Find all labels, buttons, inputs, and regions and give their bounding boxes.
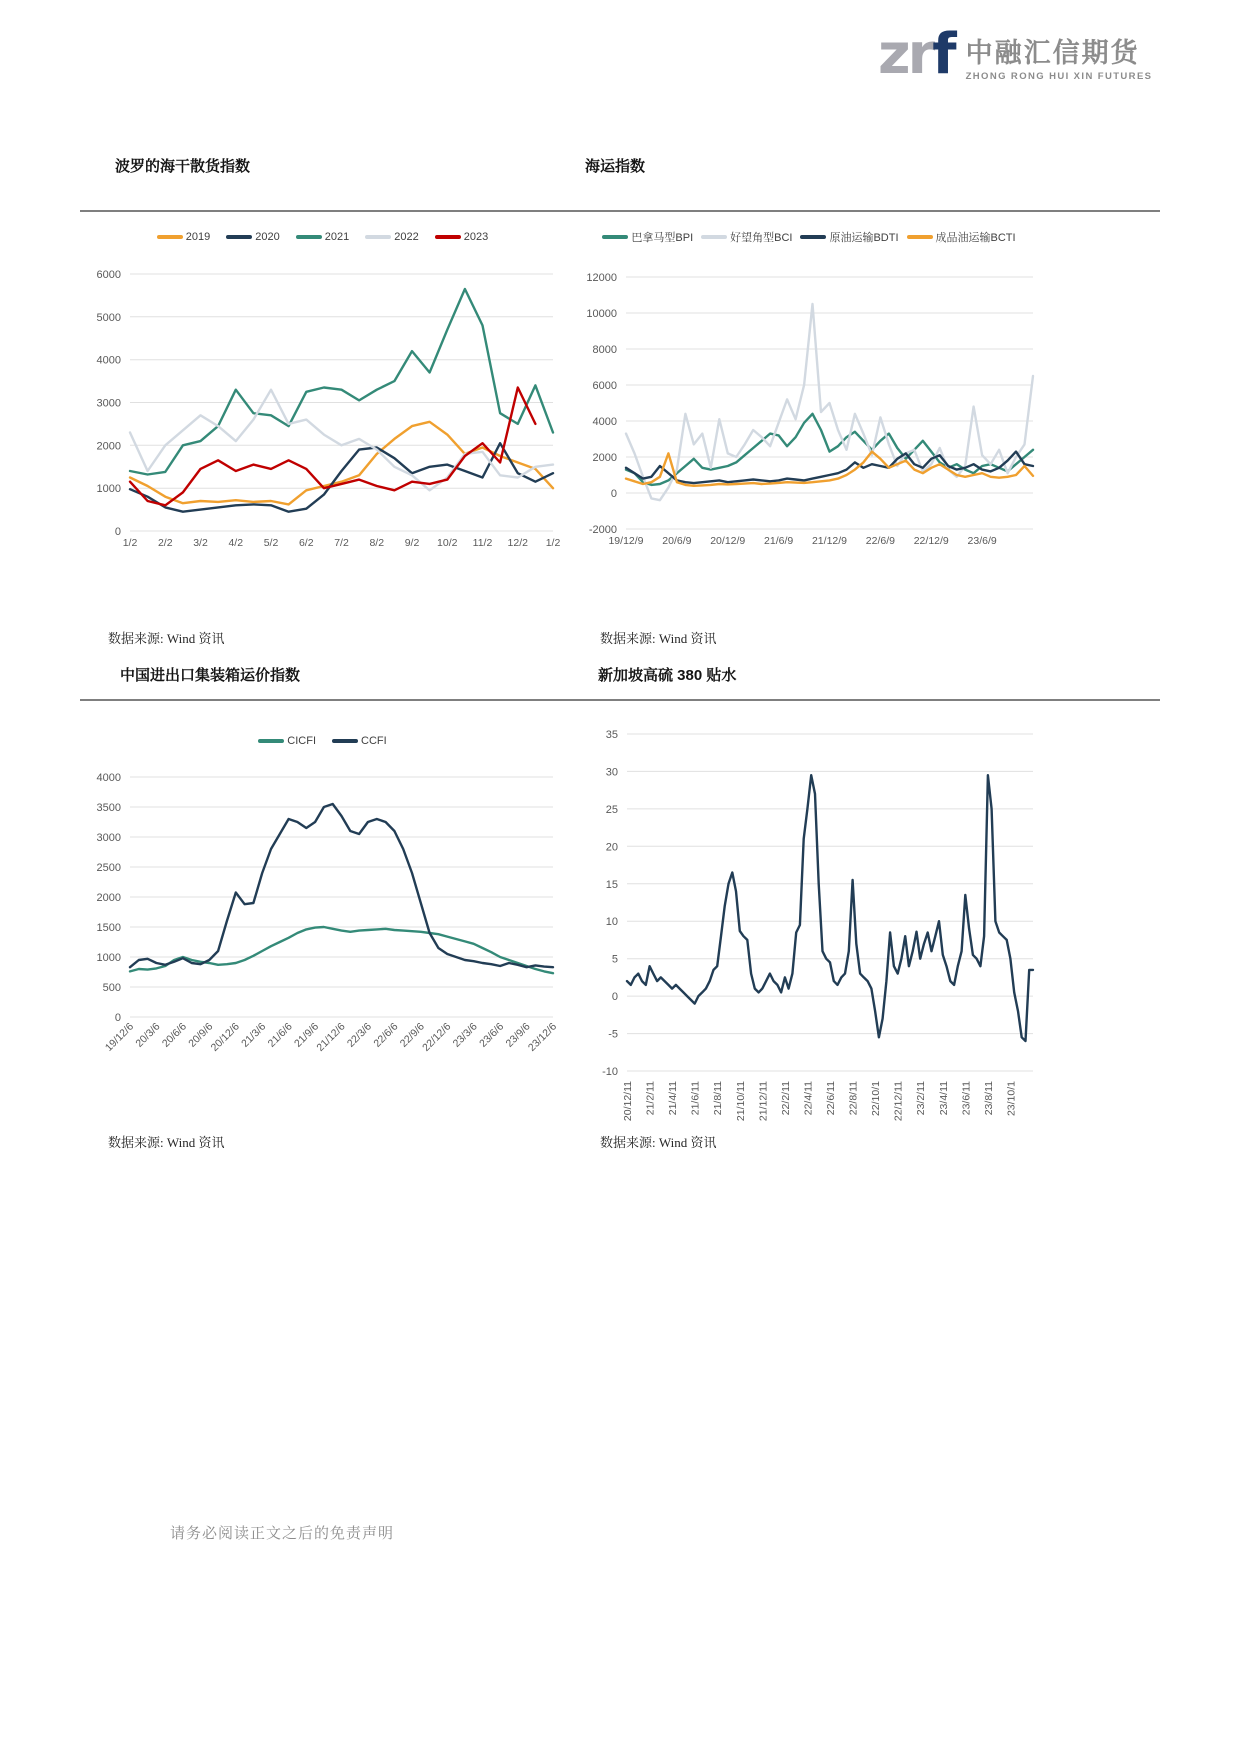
svg-text:22/2/11: 22/2/11: [779, 1081, 792, 1116]
bdi-chart-svg: [85, 248, 560, 570]
svg-text:4000: 4000: [96, 354, 121, 367]
legend-item-2021: 2021: [296, 231, 349, 243]
svg-text:15: 15: [605, 878, 618, 891]
svg-text:21/6/9: 21/6/9: [764, 535, 794, 547]
svg-text:21/10/11: 21/10/11: [734, 1081, 747, 1122]
svg-text:20/12/9: 20/12/9: [710, 535, 746, 547]
svg-text:23/6/9: 23/6/9: [967, 535, 997, 547]
svg-text:1/2: 1/2: [545, 537, 560, 549]
svg-text:2000: 2000: [592, 452, 617, 464]
svg-text:22/12/11: 22/12/11: [892, 1081, 905, 1122]
svg-text:30: 30: [605, 766, 618, 779]
svg-text:10/2: 10/2: [437, 537, 458, 549]
svg-text:1000: 1000: [96, 483, 121, 496]
svg-text:20: 20: [605, 841, 618, 854]
zrf-logo-mark: [878, 22, 954, 87]
svg-text:4000: 4000: [96, 772, 121, 784]
svg-text:4/2: 4/2: [228, 537, 244, 549]
svg-text:2500: 2500: [96, 862, 121, 874]
logo-company-name-cn: 中融汇信期货: [965, 38, 1140, 68]
legend-swatch: [602, 235, 628, 239]
section-title-singapore: 新加坡高硫 380 贴水: [598, 667, 737, 684]
svg-text:6000: 6000: [592, 380, 617, 392]
svg-text:3000: 3000: [96, 832, 121, 844]
svg-text:19/12/6: 19/12/6: [102, 1020, 137, 1054]
svg-text:23/4/11: 23/4/11: [937, 1081, 950, 1116]
legend-swatch: [800, 235, 826, 239]
divider-row1: [80, 210, 1160, 212]
svg-text:6/2: 6/2: [298, 537, 314, 549]
svg-text:12000: 12000: [586, 272, 617, 284]
logo-text-block: [966, 26, 1153, 82]
svg-text:22/6/11: 22/6/11: [825, 1081, 837, 1116]
svg-text:10: 10: [605, 916, 618, 929]
svg-text:-10: -10: [602, 1066, 618, 1078]
legend-swatch: [296, 235, 322, 239]
svg-text:22/8/11: 22/8/11: [847, 1081, 860, 1116]
legend-item-2023: 2023: [435, 231, 488, 243]
svg-text:3500: 3500: [96, 802, 121, 814]
svg-text:19/12/9: 19/12/9: [608, 535, 644, 547]
svg-text:22/6/6: 22/6/6: [371, 1020, 401, 1050]
svg-text:2000: 2000: [96, 892, 121, 904]
container-legend: [85, 730, 560, 752]
container-chart: [85, 714, 560, 1075]
svg-text:22/6/9: 22/6/9: [865, 535, 895, 547]
svg-text:500: 500: [102, 982, 121, 994]
svg-text:4000: 4000: [592, 416, 617, 428]
svg-text:20/12/6: 20/12/6: [208, 1020, 242, 1054]
legend-swatch: [907, 235, 933, 239]
svg-text:0: 0: [611, 991, 618, 1004]
svg-text:23/9/6: 23/9/6: [503, 1020, 533, 1050]
shipping-legend: [578, 226, 1040, 248]
divider-row2: [80, 699, 1160, 701]
legend-item-2019: 2019: [157, 231, 210, 243]
legend-item-好望角型BCI: 好望角型BCI: [701, 229, 792, 245]
legend-item-成品油运输BCTI: 成品油运输BCTI: [907, 229, 1016, 245]
svg-text:23/3/6: 23/3/6: [450, 1020, 480, 1050]
svg-text:20/12/11: 20/12/11: [622, 1081, 634, 1122]
legend-item-原油运输BDTI: 原油运输BDTI: [800, 229, 898, 245]
svg-text:20/6/6: 20/6/6: [159, 1020, 189, 1050]
svg-text:12/2: 12/2: [507, 537, 528, 549]
source-note-shipping: 数据来源: Wind 资讯: [600, 631, 717, 646]
container-chart-svg: [85, 752, 560, 1070]
svg-text:20/3/6: 20/3/6: [133, 1020, 163, 1050]
svg-text:11/2: 11/2: [472, 537, 493, 549]
source-note-bdi: 数据来源: Wind 资讯: [108, 631, 225, 646]
svg-text:21/3/6: 21/3/6: [239, 1020, 269, 1050]
svg-text:21/8/11: 21/8/11: [712, 1081, 725, 1116]
svg-text:23/6/11: 23/6/11: [960, 1081, 973, 1116]
section-title-shipping: 海运指数: [585, 158, 646, 175]
svg-text:23/8/11: 23/8/11: [982, 1081, 995, 1116]
svg-text:20/9/6: 20/9/6: [186, 1020, 216, 1050]
svg-text:8000: 8000: [592, 344, 617, 356]
svg-text:23/6/6: 23/6/6: [477, 1020, 507, 1050]
svg-text:7/2: 7/2: [334, 537, 349, 549]
svg-text:23/10/1: 23/10/1: [1005, 1081, 1018, 1117]
svg-text:22/4/11: 22/4/11: [802, 1081, 815, 1116]
bdi-legend: [85, 226, 560, 248]
legend-swatch: [435, 235, 461, 239]
svg-text:22/12/9: 22/12/9: [913, 535, 949, 547]
singapore-chart: [585, 714, 1040, 1131]
svg-text:5/2: 5/2: [263, 537, 279, 549]
svg-text:5000: 5000: [96, 311, 121, 324]
legend-item-2020: 2020: [226, 231, 279, 243]
svg-text:1000: 1000: [96, 952, 121, 964]
svg-text:9/2: 9/2: [404, 537, 420, 549]
svg-text:21/9/6: 21/9/6: [292, 1020, 322, 1050]
svg-text:2000: 2000: [96, 440, 121, 453]
svg-text:1500: 1500: [96, 922, 121, 934]
svg-text:1/2: 1/2: [122, 537, 138, 549]
svg-text:35: 35: [605, 729, 618, 741]
svg-text:21/12/6: 21/12/6: [314, 1020, 348, 1054]
svg-text:20/6/9: 20/6/9: [662, 535, 692, 547]
source-note-container: 数据来源: Wind 资讯: [108, 1135, 225, 1150]
section-title-bdi: 波罗的海干散货指数: [115, 158, 251, 175]
legend-swatch: [332, 739, 358, 743]
section-title-container: 中国进出口集装箱运价指数: [120, 667, 301, 684]
logo-f-letter: f: [932, 22, 954, 87]
svg-text:21/12/11: 21/12/11: [757, 1081, 770, 1122]
svg-text:-5: -5: [608, 1028, 618, 1041]
svg-text:21/2/11: 21/2/11: [644, 1081, 657, 1116]
svg-text:2/2: 2/2: [157, 537, 173, 549]
svg-text:5: 5: [611, 953, 618, 966]
svg-text:22/3/6: 22/3/6: [344, 1020, 375, 1050]
footer-disclaimer: 请务必阅读正文之后的免责声明: [170, 1526, 395, 1542]
logo-zr-letters: zr: [878, 22, 933, 87]
legend-item-CICFI: CICFI: [258, 735, 316, 747]
source-note-singapore: 数据来源: Wind 资讯: [600, 1135, 717, 1150]
legend-swatch: [157, 235, 183, 239]
svg-text:3000: 3000: [96, 397, 121, 410]
svg-text:21/4/11: 21/4/11: [667, 1081, 680, 1116]
legend-swatch: [258, 739, 284, 743]
svg-text:21/12/9: 21/12/9: [811, 535, 848, 547]
svg-text:22/10/1: 22/10/1: [870, 1081, 883, 1117]
legend-item-巴拿马型BPI: 巴拿马型BPI: [602, 229, 693, 245]
legend-swatch: [365, 235, 391, 239]
svg-text:23/2/11: 23/2/11: [915, 1081, 928, 1116]
shipping-chart: [578, 226, 1040, 575]
singapore-chart-svg: [585, 714, 1040, 1126]
svg-text:0: 0: [114, 1012, 121, 1024]
svg-text:21/6/6: 21/6/6: [265, 1020, 295, 1050]
svg-text:6000: 6000: [96, 269, 121, 281]
company-logo: [878, 22, 1153, 87]
svg-text:22/9/6: 22/9/6: [397, 1020, 427, 1050]
legend-item-2022: 2022: [365, 231, 418, 243]
svg-text:25: 25: [605, 803, 618, 816]
svg-text:10000: 10000: [586, 308, 617, 320]
legend-item-CCFI: CCFI: [332, 735, 387, 747]
svg-text:-2000: -2000: [588, 524, 617, 536]
svg-text:21/6/11: 21/6/11: [689, 1081, 702, 1116]
legend-swatch: [701, 235, 727, 239]
bdi-chart: [85, 226, 560, 575]
svg-text:23/12/6: 23/12/6: [525, 1020, 560, 1054]
svg-text:22/12/6: 22/12/6: [420, 1020, 454, 1054]
svg-text:3/2: 3/2: [193, 537, 208, 549]
legend-swatch: [226, 235, 252, 239]
svg-text:0: 0: [610, 488, 617, 500]
shipping-chart-svg: [578, 248, 1040, 570]
svg-text:0: 0: [114, 526, 121, 538]
logo-company-name-en: ZHONG RONG HUI XIN FUTURES: [965, 71, 1153, 82]
svg-text:8/2: 8/2: [369, 537, 385, 549]
